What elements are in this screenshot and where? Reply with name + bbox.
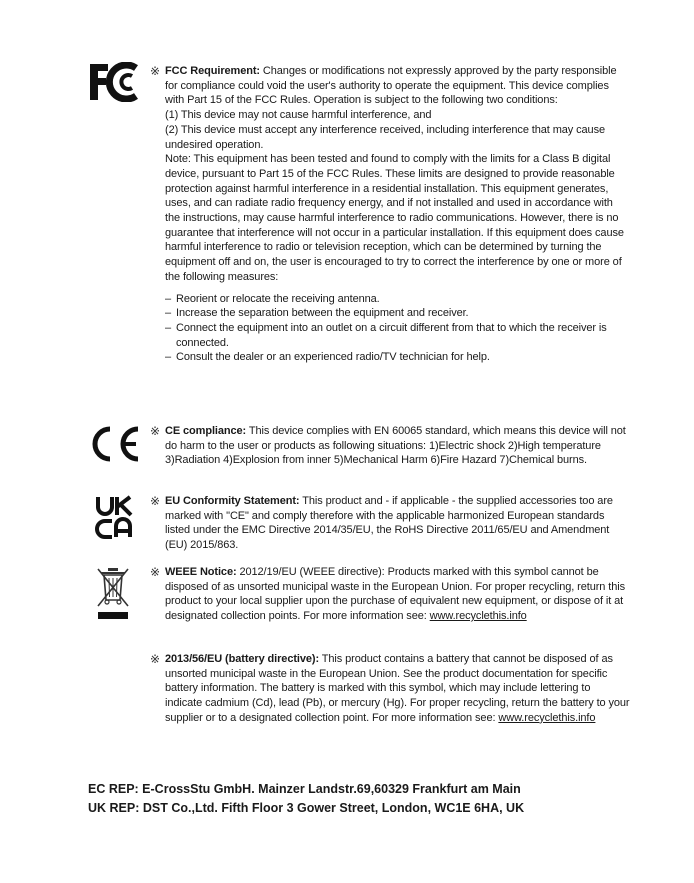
list-item: – Reorient or relocate the receiving antenna. bbox=[165, 292, 380, 305]
reference-mark-icon: ※ bbox=[150, 494, 161, 508]
fcc-heading: FCC Requirement: bbox=[165, 65, 260, 77]
fcc-condition-1: (1) This device may not cause harmful interference, and bbox=[165, 109, 432, 122]
ukca-logo bbox=[95, 495, 135, 539]
weee-body: 2012/19/EU (WEEE directive): Products marked with this symbol cannot be disposed of as unsorted municipal waste in the European Union. For proper recycling, return this product to your local supplier upon the purchase of equivalent new equipment, or dispose of it at designated collection points. For more information see: bbox=[165, 566, 625, 623]
ce-body: This device complies with EN 60065 standard, which means this device will not do harm to the user or products as following situations: 1)Electric shock 2)High temperature 3)Radiation 4)Explosion from inner 5)Mechanical Harm 6)Fire Hazard 7)Chemical burns. bbox=[165, 425, 626, 467]
ce-logo bbox=[88, 425, 142, 463]
reference-mark-icon: ※ bbox=[150, 64, 161, 78]
reference-mark-icon: ※ bbox=[150, 424, 161, 438]
list-item: – Increase the separation between the equipment and receiver. bbox=[165, 307, 469, 320]
uk-rep-line: UK REP: DST Co.,Ltd. Fifth Floor 3 Gower Street, London, WC1E 6HA, UK bbox=[88, 801, 525, 815]
list-item: – Connect the equipment into an outlet on a circuit different from that to which the receiver is connected. bbox=[165, 321, 607, 349]
battery-heading: 2013/56/EU (battery directive): bbox=[165, 653, 320, 665]
eu-conformity-heading: EU Conformity Statement: bbox=[165, 495, 300, 507]
fcc-note: Note: This equipment has been tested and found to comply with the limits for a Class B digital device, pursuant to Part 15 of the FCC Rules. These limits are designed to provide reasonable protection against harmful interference in a residential installation. This equipment generates, uses, and can radiate radio frequency energy, and if not installed and used in accordance with the instructions, may cause harmful interference to radio communications. However, there is no guarantee that interference will not occur in a particular installation. If this equipment does cause harmful interference to radio or television reception, which can be determined by turning the equipment off and on, the user is encouraged to try to correct the interference by one or more of the following measures: bbox=[165, 153, 624, 283]
battery-body: This product contains a battery that cannot be disposed of as unsorted municipal waste in the European Union. See the product documentation for specific battery information. The battery is marked with this symbol, which may include lettering to indicate cadmium (Cd), lead (Pb), or mercury (Hg). For proper recycling, return the battery to your supplier or to a designated collection point. For more information see: bbox=[165, 653, 630, 724]
fcc-condition-2: (2) This device must accept any interference received, including interference that may cause undesired operation. bbox=[165, 123, 605, 151]
fcc-intro-text: Changes or modifications not expressly approved by the party responsible for compliance could void the user's authority to operate the equipment. This device complies with Part 15 of the FCC Rules. Operation is subject to the following two conditions: bbox=[165, 65, 617, 107]
fcc-logo bbox=[88, 62, 142, 102]
fcc-measures-list bbox=[165, 292, 630, 366]
eu-conformity-body: This product and - if applicable - the supplied accessories too are marked with "CE" and comply therefore with the applicable harmonized European standards listed under the EMC Directive 2014/35/EU, the RoHS Directive 2011/65/EU and Amendment (EU) 2015/863. bbox=[165, 495, 613, 552]
list-item: – Consult the dealer or an experienced radio/TV technician for help. bbox=[165, 351, 490, 364]
weee-heading: WEEE Notice: bbox=[165, 566, 237, 578]
ec-rep-line: EC REP: E-CrossStu GmbH. Mainzer Landstr.69,60329 Frankfurt am Main bbox=[88, 782, 521, 796]
battery-recycle-link[interactable]: www.recyclethis.info bbox=[498, 711, 596, 724]
reference-mark-icon: ※ bbox=[150, 565, 161, 579]
weee-recycle-link[interactable]: www.recyclethis.info bbox=[429, 610, 527, 623]
crossed-bin-icon bbox=[95, 566, 131, 622]
reference-mark-icon: ※ bbox=[150, 652, 161, 666]
ce-heading: CE compliance: bbox=[165, 425, 247, 437]
fcc-intro bbox=[165, 64, 630, 108]
